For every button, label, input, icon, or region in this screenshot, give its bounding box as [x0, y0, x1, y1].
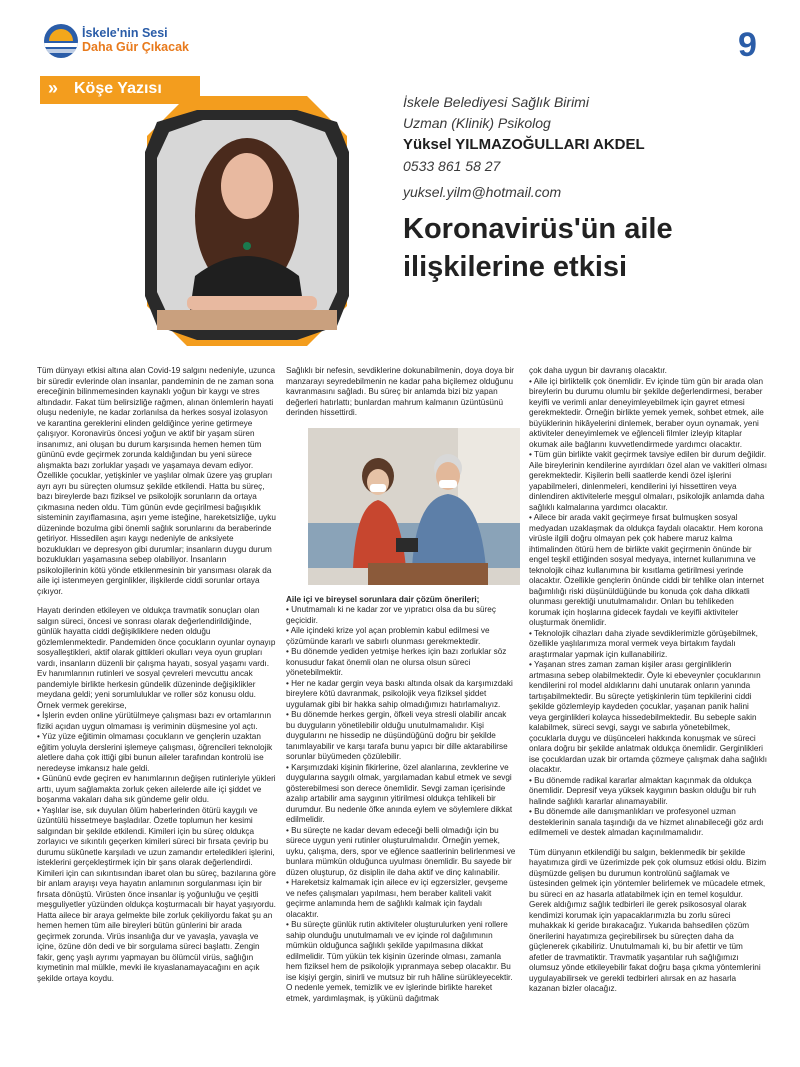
brand-name: İskele'nin Sesi [82, 26, 168, 40]
bullet-item: • Yaşanan stres zaman zaman kişiler arası gerginliklerin artmasına sebep olabilmektedir. Öyle ki ebeveynler çocuklarının kendilerini rol model aldıklarını dahi unutarak onların yanında tartışabilmektedir. Bu süreçte yetişkinlerin tüm tepkilerini ciddi şekilde gözlemleyip kaydeden çocuklar, yaşanan panik halini veya gerginlikleri kolayca hissedebilmektedir. Bu sebeple sakin kalabilmek, süreci sevgi, saygı ve sabırla yönetebilmek, çocuklarla duygu ve düşünceleri hakkında konuşmak ve süreci onlara doğru bir şekilde anlatmak oldukça önemlidir. Gerginlikleri ise çocuklardan uzak bir ortamda çözmeye çalışmak daha sağlıklı olacaktır. [529, 660, 768, 774]
bullet-item: • İşlerin evden online yürütülmeye çalışması bazı ev ortamlarının fiziki açıdan uygun olmaması iş veriminin düşmesine yol açtı. [37, 711, 272, 731]
bullet-item: • Bu dönemde aile danışmanlıkları ve profesyonel uzman desteklerinin sanala taşındığı da ve hizmet alınabileceği göz ardı edilmemeli ve destek almadan kaçınılmamalıdır. [529, 807, 764, 837]
article-title-line: Koronavirüs'ün aile [403, 213, 673, 245]
bullet-item: • Her ne kadar gergin veya baskı altında olsak da karşımızdaki bireylere kötü davranmak, psikolojik veya fiziksel şiddet uygulamak gibi bir hakka sahip olmadığımızı hatırlamalıyız. [286, 678, 513, 709]
bullet-item: • Karşımızdaki kişinin fikirlerine, özel alanlarına, zevklerine ve duygularına saygılı olmak, yargılamadan kabul etmek ve sevgi gösterebilmesi son derece önemlidir. Sevgi zaman içerisinde azalıp artabilir ama saygının yitirilmesi oldukça tehlikeli bir durumdur. Bu nedenle öfke anında eylem ve söylemlere dikkat edilmelidir. [286, 762, 513, 824]
bullet-item: • Bu dönemde yediden yetmişe herkes için bazı zorluklar söz konusudur fakat önemli olan ne olursa olsun süreci yönetebilmektir. [286, 647, 507, 677]
bullet-item: • Aile içi birliktelik çok önemlidir. Ev içinde tüm gün bir arada olan bireylerin bu durumu olumlu bir şekilde değerlendirmesi, beraber keyifli ve verimli anlar deneyimleyebilmek için gayret etmesi gerekmektedir. Örneğin birlikte yemek yemek, sohbet etmek, aile büyüklerinin hikâyelerini dinlemek, beraber oyun oynamak, yeni aktiviteler deneyimlemek ve eğlenceli filmler izleyip kitaplar okumak aile bağlarını kuvvetlendirmede yardımcı olacaktır. [529, 376, 764, 449]
article-column-1 [37, 366, 277, 984]
paragraph: çok daha uygun bir davranış olacaktır. [529, 366, 667, 375]
paragraph: Sağlıklı bir nefesin, sevdiklerine dokunabilmenin, doya doya bir manzarayı seyredebilmenin ne kadar paha biçilemez olduğunu kavranmasını sağladı. Bu süreç bir anlamda bizi biz yapan değerleri hatırlattı; bunlardan mahrum kalmanın üzüntüsünü derinden hissettirdi. [286, 366, 515, 417]
paragraph: Tüm dünyayı etkisi altına alan Covid-19 salgını nedeniyle, uzunca bir süredir evlerinde olan insanlar, pandeminin de ne zaman sona ereceğinin bilinmemesinden kaynaklı yoğun bir kaygı ve stres altındadır. Fakat tüm belirsizliğe rağmen, alınan önlemlerin hayati oluşu nedeniyle, ne kadar zorlanılsa da herkes sosyal izolasyon ve karantina gereklerini elinden geldiğince yerine getirmeye çalışıyor. Koronavirüs öncesi yoğun ve aktif bir yaşam süren insanımız, ani oluşan bu durum karşısında hemen hemen tüm gününü evde geçirmek zorunda kaldığından bu yeni sürece alışmakta bazı zorluklar yaşadı ve yaşamaya devam ediyor. Özellikle çocuklar, yetişkinler ve yaşlılar olmak üzere yaş grupları ayrı ayrı bu süreçten olumsuz şekilde etkilendi. Hatta bu süreç, bazı bireylerde bazı fiziksel ve psikolojik sorunların da ortaya çıkmasına neden oldu. Tüm günün evde geçirilmesi bağışıklık sisteminin zayıflamasına, aşırı yeme isteğine, hareketsizliğe, uyku düzeninde bozulma gibi önemli sağlık sorunlarını da beraberinde getiriyor. Hissedilen aşırı kaygı nedeniyle de anksiyete bozuklukları ve depresyon gibi durumlar; insanların duygu durum bozuklukları yaşamasına sebep olabiliyor. İnsanların psikolojilerinin kötü yönde etkilenmesinin bir yansıması olarak da aile içi istenmeyen gerginlikler, ilişkilerde ciddi sorunlar ortaya çıkıyor. [37, 366, 276, 596]
page-number: 9 [738, 26, 757, 64]
bullet-item: • Yaşlılar ise, sık duyulan ölüm haberlerinden ötürü kaygılı ve üzüntülü hissetmeye başladılar. Özetle toplumun her kesimi salgından bir şekilde etkilendi. Kimileri için bu süreç oldukça zorlayıcı ve sıkıntılı geçerken kimileri süreci bir fırsata çevirip bu durumu sükûnetle karşıladı ve uzun zamandır erteledikleri işlerini, isteklerini gerçekleştirmek için bir şans olarak değerlendirdi. [37, 805, 275, 867]
section-label-bar [40, 76, 200, 104]
author-photo-graphic [87, 96, 417, 356]
bullet-item: • Yüz yüze eğitimin olmaması çocukların ve gençlerin uzaktan eğitim yoluyla derslerini işlemeye çalışması, öğrencileri teknolojik aletlere daha çok ittiği gibi bunun aileler tarafından kontrolü ise neredeyse imkansız hale geldi. [37, 732, 273, 773]
author-email[interactable]: yuksel.yilm@hotmail.com [403, 184, 562, 200]
bullet-item: • Teknolojik cihazları daha ziyade sevdiklerimizle görüşebilmek, özellikle yaşlılarımıza moral vermek veya birtakım faydalı araştırmalar yapmak için kullanabiliriz. [529, 628, 758, 659]
bullet-item: • Bu dönemde radikal kararlar almaktan kaçınmak da oldukça önemlidir. Depresif veya yüksek kaygının baskın olduğu bir ruh halinde sağlıklı kararlar alınamayabilir. [529, 775, 757, 806]
brand-block [82, 26, 189, 54]
bullet-item: • Tüm gün birlikte vakit geçirmek tavsiye edilen bir durum değildir. Aile bireylerinin kendilerine ayırdıkları özel alan ve vakitleri olması gerekmektedir. Kişilerin belli saatlerde kendi özel işlerini yapabilmeleri, dinlenmeleri, kendilerini iyi hissettiren veya dinlendiren aktivitelerle meşgul olmaları, psikolojik anlamda daha sağlıklı kalmalarına yardımcı olacaktır. [529, 450, 767, 512]
double-chevron-icon: ›› [48, 78, 56, 98]
bullet-item: • Ailece bir arada vakit geçirmeye fırsat bulmuşken sosyal medyadan uzaklaşmak da oldukça faydalı olacaktır. Hem korona virüsle ilgili doğru olmayan pek çok habere maruz kalma ihtimalinden ötürü hem de birlikte vakit geçirmenin önünde bir engel teşkil ettiğinden sosyal medyaya, internet kullanımına ve teknolojik cihaz kullanımına bir kısıtlama getirilmesi yerinde olacaktır. Özellikle gençlerin önünde ciddi bir tehlike olan internet bağımlılığı riski düşünüldüğünde bu konuda çok daha dikkatli olunması gerektiği unutulmamalıdır. Onları bu tehlikeden korumak için hoşlarına gidecek faydalı ve keyifli aktiviteler oluşturmak önemlidir. [529, 513, 764, 627]
bullet-item: • Gününü evde geçiren ev hanımlarının değişen rutinleriyle yükleri arttı, uyum sağlamakta zorluk çeken ailelerde aile içi şiddet ve boşanma vakaları daha sık gündeme gelir oldu. [37, 774, 276, 804]
article-column-3 [529, 366, 767, 1004]
article-title-line: ilişkilerine etkisi [403, 251, 628, 283]
bullet-item: • Bu süreçte günlük rutin aktiviteler oluşturulurken yeni rollere sahip olunduğu unutulmamalı ve ev içinde rol dağılımının mümkün olduğunca sağlıklı şekilde yapılmasına dikkat edilmelidir. Tüm yükün tek kişinin üzerinde olması, zamanla hem fiziksel hem de psikolojik yıpranmaya sebep olacaktır. Bu ise kişiyi gergin, sinirli ve mutsuz bir ruh hâline sürükleyecektir. O nedenle yemek, temizlik ve ev işlerinde birlikte hareket etmek, yardımlaşmak, iş yükünü dağıtmak [286, 920, 513, 1003]
municipality-logo [44, 24, 78, 58]
author-byline [403, 92, 763, 203]
article-title [403, 210, 763, 286]
bullet-item: • Bu dönemde herkes gergin, öfkeli veya stresli olabilir ancak bu duyguların yönetilebilir olduğu unutulmamalıdır. Kişi duygularını ne hissedip ne düşündüğünü doğru bir şekilde tanımlayabilir ve karşı tarafa bunu yapıcı bir dille aktarabilirse sorunlar büyümeden çözülebilir. [286, 710, 508, 761]
logo-wave-shape [44, 43, 78, 47]
author-unit: İskele Belediyesi Sağlık Birimi [403, 94, 589, 110]
bullet-item: • Aile içindeki krize yol açan problemin kabul edilmesi ve çözümünde kararlı ve sabırlı olunması gerekmektedir. [286, 626, 490, 646]
brand-slogan: Daha Gür Çıkacak [82, 40, 189, 54]
author-title: Uzman (Klinik) Psikolog [403, 115, 551, 131]
logo-wave-shape [44, 49, 78, 53]
author-photo [87, 96, 417, 356]
author-name: Yüksel YILMAZOĞULLARI AKDEL [403, 136, 645, 153]
logo-sun-shape [49, 29, 73, 41]
subheading: Aile içi ve bireysel sorunlara dair çözüm önerileri; [286, 594, 480, 604]
paragraph: Tüm dünyanın etkilendiği bu salgın, beklenmedik bir şekilde hayatımıza girdi ve üzerimizde pek çok olumsuz etkisi oldu. Bizim düşmüzde gelişen bu durumun kontrolünü sağlamak ve üstesinden gelmek için yöntemler belirlemek ve mücadele etmek, bu süreci en az hasarla atlatabilmek için en temel koşuldur. Gerek aldığımız sağlık tedbirleri ile gerek psikososyal olarak kendimizi korumak için yapacaklarımızla bu zorlu süreci muhakkak ki geride bırakacağız. Yukarıda bahsedilen çözüm önerilerini hayatımıza geçirebilirsek bu süreçten daha da güçlenerek çıkabiliriz. Unutulmamalı ki, bu bir afettir ve tüm afetler de travmatiktir. Travmatik yaşantılar ruh sağlığımızı olumsuz yönde etkileyebilir fakat doğru başa çıkma yöntemlerini uygulayabilirsek ve gerekli tedbirleri alırsak en az hasarla kazanan bizler olacağız. [529, 847, 767, 993]
paragraph: Hayatı derinden etkileyen ve oldukça travmatik sonuçları olan salgın süreci, öncesi ve sonrası olarak değerlendirildiğinde, günlük hayatta ciddi değişikliklere neden olduğu gözlemlenmektedir. Pandemiden önce çocukların oyunlar oynayıp sosyalleştikleri, aktif olarak gittikleri okulları veya oyun grupları vardı, insanların düzenli bir çalışma hayatı, sosyal yaşamı vardı. Ev hanımlarının rutinleri ve sosyal çevreleri mevcuttu ancak pandemiyle birlikte herkesin gündelik düzeninde değişiklikler meydana geldi; yeni sorumluluklar ve roller söz konusu oldu. Örnek vermek gerekirse, [37, 606, 276, 710]
author-phone: 0533 861 58 27 [403, 158, 501, 174]
bullet-item: • Hareketsiz kalmamak için ailece ev içi egzersizler, gevşeme ve nefes çalışmaları yapılması, hem beraber kaliteli vakit geçirme anlamında hem de sağlıklı kalmak için faydalı olacaktır. [286, 878, 508, 919]
couple-photo-graphic [308, 428, 520, 585]
bullet-item: • Unutmamalı ki ne kadar zor ve yıpratıcı olsa da bu süreç geçicidir. [286, 605, 496, 625]
section-label: Köşe Yazısı [74, 80, 162, 97]
paragraph: Kimileri için can sıkıntısından ibaret olan bu süreç, bazılarına göre bir anlam arayışı veya hayatın anlamının sorgulanması için bir fırsata dönüştü. Virüsten önce insanlar iş yoğunluğu ve çeşitli meşguliyetler yüzünden oldukça koşturmacalı bir hayat yaşıyordu. Hatta ailece bir araya gelmekte bile zorluk çekiliyordu fakat şu an hemen hemen tüm aile bireyleri bütün günlerini bir arada geçirmek zorunda. Virüs insanlığa dur ve yavaşla, yavaşla ve içine, özüne dön dedi ve bir sorgulama süreci başlattı. Zengin fakir, genç yaşlı ayrımı yapmayan bu ölümcül virüs, sağlığın kıymetinin mal mülkle, mevki ile kıyaslanamayacağını en açık şekilde ortaya koydu. [37, 868, 276, 983]
bullet-item: • Bu süreçte ne kadar devam edeceği belli olmadığı için bu sürece uygun yeni rutinler oluşturulmalıdır. Örneğin yemek, uyku, çalışma, ders, spor ve eğlence saatlerinin belirlenmesi ve bunlara mümkün olduğunca uyulması önemlidir. Bu sayede bir düzen oluşturup, öz disiplin ile daha aktif ve dinç kalınabilir. [286, 825, 516, 877]
couple-photo [308, 428, 520, 585]
